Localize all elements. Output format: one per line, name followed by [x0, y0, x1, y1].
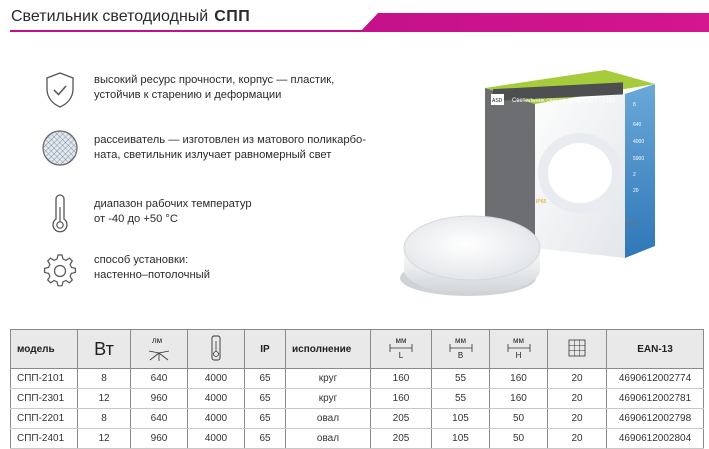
thermometer-icon: [40, 193, 80, 233]
box-side-value: 4000: [633, 139, 645, 145]
box-side-value: 8: [633, 102, 636, 108]
cell-height: 160: [490, 369, 548, 389]
page-header: [0, 0, 709, 34]
spec-table: [10, 329, 704, 449]
dim-h: [506, 336, 532, 360]
cell-ip: 65: [245, 369, 286, 389]
cell-package: 20: [548, 409, 607, 429]
cell-width: 55: [432, 389, 490, 409]
cell-ean: 4690612002774: [607, 369, 704, 389]
cell-power: 8: [78, 409, 131, 429]
box-side-value: 5900: [633, 156, 645, 162]
cell-height: 160: [490, 389, 548, 409]
cell-power: 12: [78, 389, 131, 409]
cell-package: 20: [548, 389, 607, 409]
col-height: [490, 330, 548, 369]
cell-length: 205: [371, 409, 432, 429]
dim-b: [448, 336, 474, 360]
table-header-row: [11, 330, 704, 369]
feature-text: [94, 73, 334, 103]
page-title: [11, 8, 250, 26]
cell-execution: овал: [286, 429, 371, 449]
feature-strength: [40, 70, 380, 114]
col-color-temp: [188, 330, 245, 369]
cell-power: 12: [78, 429, 131, 449]
dim-letter: L: [398, 350, 404, 360]
box-led: LED: [625, 222, 637, 228]
cell-color-temp: 4000: [188, 369, 245, 389]
feature-line: способ установки:: [94, 254, 189, 266]
cell-length: 160: [371, 389, 432, 409]
box-logo: ASD: [492, 98, 503, 104]
cell-ip: 65: [245, 429, 286, 449]
cell-width: 55: [432, 369, 490, 389]
cell-ip: 65: [245, 389, 286, 409]
cell-lumen: 960: [131, 429, 188, 449]
cell-execution: круг: [286, 389, 371, 409]
dim-unit: мм: [513, 335, 524, 345]
dim-letter: B: [457, 350, 464, 360]
col-width: [432, 330, 490, 369]
lumen-icon: [144, 336, 174, 362]
box-lamp-print: [548, 143, 612, 203]
cell-package: 20: [548, 429, 607, 449]
title-text: Светильник светодиодный: [11, 8, 209, 25]
table-row: [11, 389, 704, 409]
feature-line: диапазон рабочих температур: [94, 198, 252, 210]
cell-color-temp: 4000: [188, 389, 245, 409]
col-ip: IP: [245, 330, 286, 369]
table-row: [11, 429, 704, 449]
cell-power: 8: [78, 369, 131, 389]
feature-line: от -40 до +50 °С: [94, 213, 178, 225]
cell-width: 105: [432, 429, 490, 449]
box-stamp: IP65: [536, 199, 547, 205]
feature-diffuser: [40, 128, 380, 172]
power-label: Вт: [94, 338, 114, 359]
dim-letter: H: [515, 350, 522, 360]
lumen-label: лм: [152, 336, 163, 345]
title-bold: СПП: [214, 8, 251, 25]
col-length: [371, 330, 432, 369]
feature-text: [94, 133, 366, 163]
cell-lumen: 640: [131, 369, 188, 389]
feature-line: устойчив к старению и деформации: [94, 89, 282, 101]
gear-icon: [40, 250, 80, 290]
cell-ean: 4690612002804: [607, 429, 704, 449]
thermometer-icon: [209, 335, 223, 361]
cell-model: СПП-2101: [11, 369, 78, 389]
cell-execution: круг: [286, 369, 371, 389]
box-label: Светильник светодиодный СПП 2101: [512, 98, 616, 104]
box-side: [625, 84, 655, 258]
diffuser-mesh-icon: [40, 128, 80, 168]
cell-ean: 4690612002781: [607, 389, 704, 409]
feature-line: ната, светильник излучает равномерный свет: [94, 149, 332, 161]
dim-unit: мм: [455, 335, 466, 345]
cell-color-temp: 4000: [188, 409, 245, 429]
col-model: модель: [11, 330, 78, 369]
feature-temperature: [40, 193, 380, 237]
cell-length: 205: [371, 429, 432, 449]
cell-ean: 4690612002798: [607, 409, 704, 429]
cell-lumen: 960: [131, 389, 188, 409]
feature-text: [94, 197, 252, 227]
product-image: [400, 48, 700, 308]
feature-mounting: [40, 250, 380, 294]
col-ean: EAN-13: [607, 330, 704, 369]
package-grid-icon: [568, 339, 586, 357]
col-package: [548, 330, 607, 369]
box-side-value: 2: [633, 172, 636, 178]
header-underline: [10, 30, 390, 32]
feature-line: высокий ресурс прочности, корпус — пластик,: [94, 74, 335, 86]
table-row: [11, 409, 704, 429]
lamp-diffuser: [404, 216, 540, 280]
box-side-value: 20: [633, 188, 639, 194]
cell-lumen: 640: [131, 409, 188, 429]
cell-model: СПП-2401: [11, 429, 78, 449]
feature-text: [94, 253, 210, 283]
feature-line: рассеиватель — изготовлен из матового поликарбо-: [94, 134, 366, 146]
cell-length: 160: [371, 369, 432, 389]
col-power: [78, 330, 131, 369]
dim-l: [388, 336, 414, 360]
shield-check-icon: [40, 70, 80, 110]
box-side-value: 640: [633, 122, 642, 128]
cell-model: СПП-2301: [11, 389, 78, 409]
col-lumen: [131, 330, 188, 369]
feature-line: настенно–потолочный: [94, 269, 210, 281]
cell-ip: 65: [245, 409, 286, 429]
cell-color-temp: 4000: [188, 429, 245, 449]
col-execution: исполнение: [286, 330, 371, 369]
cell-execution: овал: [286, 409, 371, 429]
header-accent-bar: [360, 13, 709, 32]
cell-height: 50: [490, 409, 548, 429]
cell-package: 20: [548, 369, 607, 389]
cell-model: СПП-2201: [11, 409, 78, 429]
cell-height: 50: [490, 429, 548, 449]
cell-width: 105: [432, 409, 490, 429]
table-row: [11, 369, 704, 389]
dim-unit: мм: [395, 335, 407, 345]
